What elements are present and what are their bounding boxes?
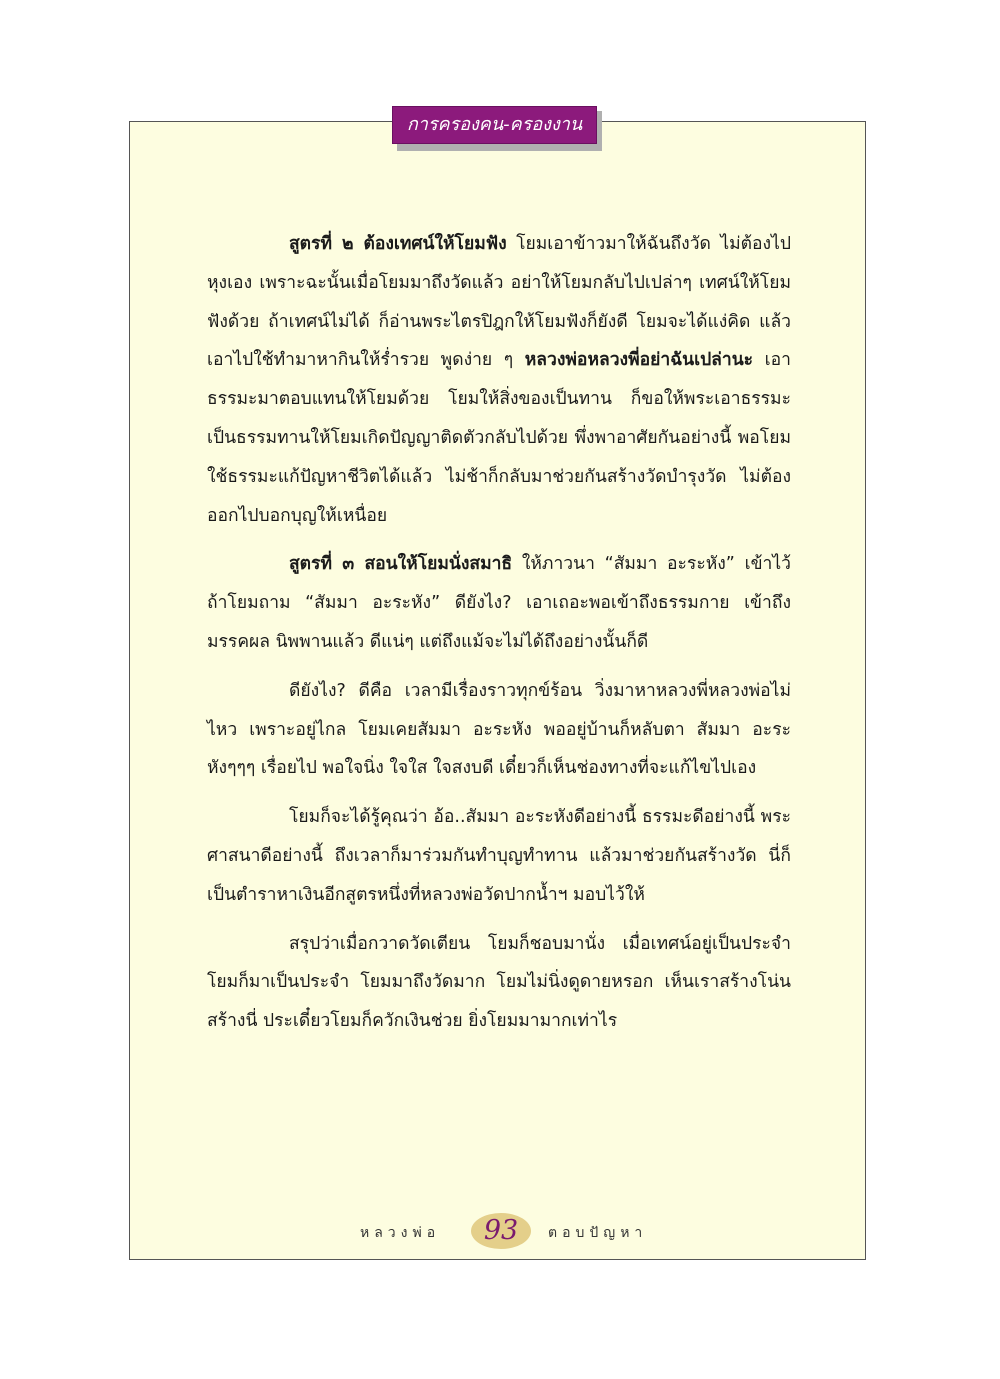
paragraph-4-text: โยมก็จะได้รู้คุณว่า อ้อ..สัมมา อะระหังดีอย่างนี้ ธรรมะดีอย่างนี้ พระศาสนาดีอย่างนี้ ถึงเวลาก็มาร่วมกันทำบุญทำทาน แล้วมาช่วยกันสร้างวัด นี่ก็เป็นตำราหาเงินอีกสูตรหนึ่งที่หลวงพ่อวัดปากน้ำฯ มอบไว้ให้ xyxy=(207,807,791,905)
paragraph-1-emphasis: หลวงพ่อหลวงพี่อย่าฉันเปล่านะ xyxy=(524,350,754,371)
paragraph-4 xyxy=(207,798,791,914)
paragraph-1-text: โยมเอาข้าวมาให้ฉันถึงวัด ไม่ต้องไปหุงเอง เพราะฉะนั้นเมื่อโยมมาถึงวัดแล้ว อย่าให้โยมกลับไปเปล่าๆ เทศน์ให้โยมฟังด้วย ถ้าเทศน์ไม่ได้ ก็อ่านพระไตรปิฎกให้โยมฟังก็ยังดี โยมจะได้แง่คิด แล้วเอาไปใช้ทำมาหากินให้ร่ำรวย พูดง่าย ๆ xyxy=(207,234,791,371)
paragraph-1 xyxy=(207,225,791,535)
paragraph-2-heading: สูตรที่ ๓ สอนให้โยมนั่งสมาธิ xyxy=(289,554,513,575)
footer-left-label: หลวงพ่อ xyxy=(360,1225,441,1241)
footer-right-label: ตอบปัญหา xyxy=(548,1225,648,1241)
paragraph-5 xyxy=(207,925,791,1041)
page-footer xyxy=(300,1210,700,1254)
paragraph-3 xyxy=(207,672,791,788)
paragraph-1-text-cont: เอาธรรมะมาตอบแทนให้โยมด้วย โยมให้สิ่งของเป็นทาน ก็ขอให้พระเอาธรรมะเป็นธรรมทานให้โยมเกิดปัญญาติดตัวกลับไปด้วย พึ่งพาอาศัยกันอย่างนี้ พอโยมใช้ธรรมะแก้ปัญหาชีวิตได้แล้ว ไม่ช้าก็กลับมาช่วยกันสร้างวัดบำรุงวัด ไม่ต้องออกไปบอกบุญให้เหนื่อย xyxy=(207,350,791,526)
paragraph-5-text: สรุปว่าเมื่อกวาดวัดเตียน โยมก็ชอบมานั่ง เมื่อเทศน์อยู่เป็นประจำโยมก็มาเป็นประจำ โยมมาถึงวัดมาก โยมไม่นิ่งดูดายหรอก เห็นเราสร้างโน่นสร้างนี่ ประเดี๋ยวโยมก็ควักเงินช่วย ยิ่งโยมมามากเท่าไร xyxy=(207,933,791,1032)
paragraph-2-text: ให้ภาวนา “สัมมา อะระหัง” เข้าไว้ ถ้าโยมถาม “สัมมา อะระหัง” ดียังไง? เอาเถอะพอเข้าถึงธรรมกาย เข้าถึงมรรคผล นิพพานแล้ว ดีแน่ๆ แต่ถึงแม้จะไม่ได้ถึงอย่างนั้นก็ดี xyxy=(207,554,791,652)
paragraph-3-text: ดียังไง? ดีคือ เวลามีเรื่องราวทุกข์ร้อน วิ่งมาหาหลวงพี่หลวงพ่อไม่ไหว เพราะอยู่ไกล โยมเคยสัมมา อะระหัง พออยู่บ้านก็หลับตา สัมมา อะระหังๆๆๆ เรื่อยไป พอใจนิ่ง ใจใส ใจสงบดี เดี๋ยวก็เห็นช่องทางที่จะแก้ไขไปเอง xyxy=(207,680,791,779)
chapter-title-tab: การครองคน-ครองงาน xyxy=(392,106,597,144)
paragraph-2 xyxy=(207,545,791,661)
body-text xyxy=(207,225,791,1051)
page-number: 93 xyxy=(483,1215,519,1246)
paragraph-1-heading: สูตรที่ ๒ ต้องเทศน์ให้โยมฟัง xyxy=(289,234,507,254)
